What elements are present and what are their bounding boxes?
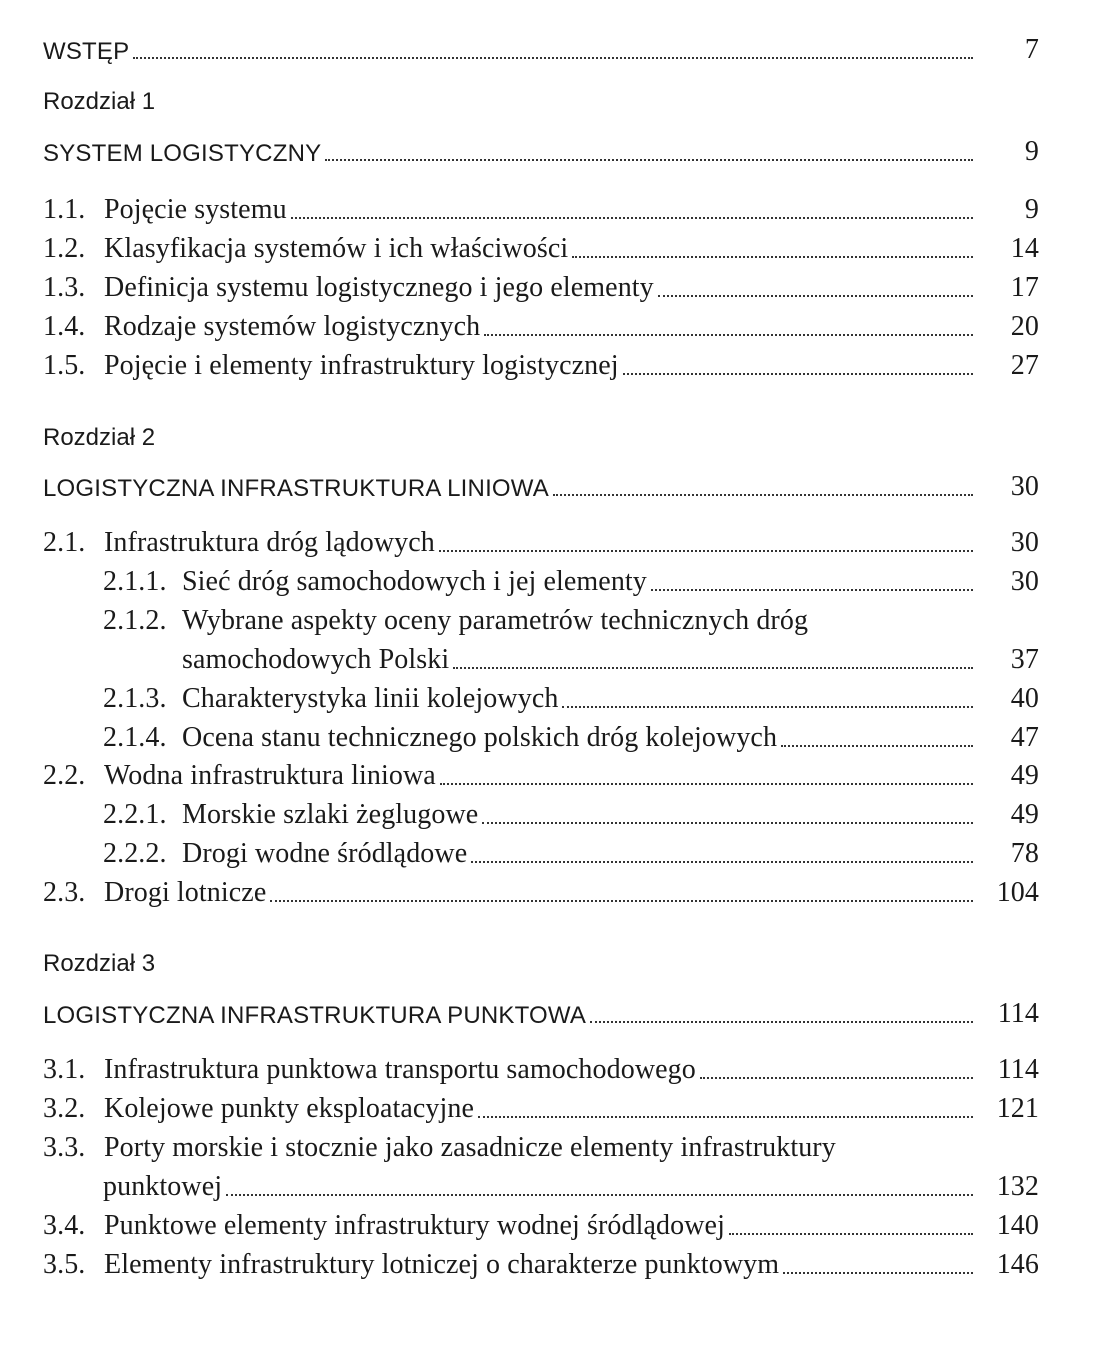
chapter-label: Rozdział 1: [43, 88, 156, 115]
leader-dots: [562, 706, 973, 708]
toc-entry-intro[interactable]: [43, 28, 1039, 66]
section-title: Ocena stanu technicznego polskich dróg kolejowych: [182, 722, 778, 753]
section-title: Klasyfikacja systemów i ich właściwości: [104, 233, 569, 264]
section-title: Charakterystyka linii kolejowych: [182, 683, 559, 714]
section-title: Sieć dróg samochodowych i jej elementy: [182, 566, 647, 597]
entry-page: 49: [1010, 760, 1039, 791]
leader-dots: [133, 57, 973, 59]
leader-dots: [226, 1194, 973, 1196]
chapter-label: Rozdział 3: [43, 950, 156, 977]
section-title: Elementy infrastruktury lotniczej o charakterze punktowym: [104, 1249, 780, 1280]
section-number: 2.2.: [43, 760, 86, 791]
leader-dots: [700, 1077, 973, 1079]
entry-page: 30: [1010, 471, 1039, 502]
section-number: 3.1.: [43, 1054, 86, 1085]
section-title: Definicja systemu logistycznego i jego elementy: [104, 272, 654, 303]
toc-entry-chapter-1[interactable]: [43, 130, 1039, 168]
section-number: 1.4.: [43, 311, 86, 342]
section-number: 1.5.: [43, 350, 86, 381]
leader-dots: [781, 745, 973, 747]
leader-dots: [325, 159, 973, 161]
toc-entry[interactable]: [43, 754, 1039, 792]
section-title: Infrastruktura punktowa transportu samochodowego: [104, 1054, 696, 1085]
entry-title: WSTĘP: [43, 38, 130, 65]
entry-page: 40: [1010, 683, 1039, 714]
entry-page: 14: [1010, 233, 1039, 264]
toc-entry[interactable]: [43, 188, 1039, 226]
leader-dots: [453, 667, 973, 669]
leader-dots: [440, 783, 973, 785]
entry-page: 49: [1010, 799, 1039, 830]
leader-dots: [484, 334, 973, 336]
section-title: Morskie szlaki żeglugowe: [182, 799, 479, 830]
toc-entry[interactable]: [103, 677, 1039, 715]
leader-dots: [623, 373, 973, 375]
leader-dots: [270, 900, 973, 902]
section-title: Wybrane aspekty oceny parametrów technicznych dróg: [182, 605, 809, 636]
leader-dots: [553, 494, 973, 496]
section-number: 3.2.: [43, 1093, 86, 1124]
entry-page: 104: [996, 877, 1039, 908]
entry-page: 47: [1010, 722, 1039, 753]
section-title: Infrastruktura dróg lądowych: [104, 527, 435, 558]
leader-dots: [439, 550, 973, 552]
toc-entry-chapter-2[interactable]: [43, 465, 1039, 503]
leader-dots: [291, 217, 973, 219]
leader-dots: [590, 1021, 973, 1023]
toc-entry[interactable]: [43, 305, 1039, 343]
entry-page: 7: [1024, 34, 1039, 65]
entry-page: 37: [1010, 644, 1039, 675]
toc-entry[interactable]: [43, 521, 1039, 559]
section-number: 2.1.1.: [103, 566, 167, 597]
toc-entry-chapter-3[interactable]: [43, 992, 1039, 1030]
section-title: Porty morskie i stocznie jako zasadnicze elementy infrastruktury: [104, 1132, 836, 1163]
leader-dots: [482, 822, 973, 824]
chapter-title: LOGISTYCZNA INFRASTRUKTURA PUNKTOWA: [43, 1002, 587, 1029]
section-number: 3.4.: [43, 1210, 86, 1241]
section-number: 2.2.1.: [103, 799, 167, 830]
section-number: 2.1.4.: [103, 722, 167, 753]
section-number: 1.1.: [43, 194, 86, 225]
leader-dots: [658, 295, 973, 297]
section-number: 1.3.: [43, 272, 86, 303]
entry-page: 17: [1010, 272, 1039, 303]
section-number: 2.2.2.: [103, 838, 167, 869]
toc-entry[interactable]: [43, 1204, 1039, 1242]
leader-dots: [729, 1233, 973, 1235]
toc-entry[interactable]: [43, 227, 1039, 265]
toc-entry-first-line[interactable]: [103, 599, 808, 637]
chapter-title: LOGISTYCZNA INFRASTRUKTURA LINIOWA: [43, 475, 549, 502]
leader-dots: [572, 256, 973, 258]
toc-entry-first-line[interactable]: [43, 1126, 836, 1164]
toc-entry[interactable]: [43, 266, 1039, 304]
entry-page: 9: [1024, 194, 1039, 225]
entry-page: 114: [997, 998, 1039, 1029]
leader-dots: [478, 1116, 973, 1118]
toc-entry[interactable]: [43, 871, 1039, 909]
section-title: Pojęcie i elementy infrastruktury logistycznej: [104, 350, 619, 381]
entry-page: 140: [996, 1210, 1039, 1241]
section-number: 3.5.: [43, 1249, 86, 1280]
chapter-label: Rozdział 2: [43, 424, 156, 451]
section-number: 3.3.: [43, 1132, 86, 1163]
entry-page: 78: [1010, 838, 1039, 869]
toc-entry[interactable]: [103, 793, 1039, 831]
section-title: Rodzaje systemów logistycznych: [104, 311, 481, 342]
section-title-continuation: punktowej: [103, 1171, 223, 1202]
toc-entry[interactable]: [43, 1243, 1039, 1281]
entry-page: 27: [1010, 350, 1039, 381]
toc-entry[interactable]: [103, 832, 1039, 870]
entry-page: 30: [1010, 527, 1039, 558]
entry-page: 132: [996, 1171, 1039, 1202]
toc-entry[interactable]: [103, 560, 1039, 598]
entry-page: 30: [1010, 566, 1039, 597]
toc-entry[interactable]: [103, 716, 1039, 754]
section-number: 2.1.2.: [103, 605, 167, 636]
leader-dots: [651, 589, 973, 591]
leader-dots: [783, 1272, 973, 1274]
section-title: Kolejowe punkty eksploatacyjne: [104, 1093, 475, 1124]
section-title: Drogi lotnicze: [104, 877, 267, 908]
entry-page: 121: [996, 1093, 1039, 1124]
leader-dots: [471, 861, 973, 863]
section-title: Drogi wodne śródlądowe: [182, 838, 468, 869]
entry-page: 146: [996, 1249, 1039, 1280]
section-title-continuation: samochodowych Polski: [182, 644, 450, 675]
toc-entry[interactable]: [43, 1048, 1039, 1086]
toc-entry-continuation[interactable]: [182, 638, 1039, 676]
section-title: Pojęcie systemu: [104, 194, 287, 225]
toc-entry[interactable]: [43, 1087, 1039, 1125]
entry-page: 20: [1010, 311, 1039, 342]
entry-page: 114: [997, 1054, 1039, 1085]
section-number: 2.1.3.: [103, 683, 167, 714]
toc-entry[interactable]: [43, 344, 1039, 382]
section-title: Wodna infrastruktura liniowa: [104, 760, 436, 791]
section-number: 2.3.: [43, 877, 86, 908]
section-title: Punktowe elementy infrastruktury wodnej śródlądowej: [104, 1210, 725, 1241]
toc-entry-continuation[interactable]: [103, 1165, 1039, 1203]
chapter-title: SYSTEM LOGISTYCZNY: [43, 140, 322, 167]
section-number: 2.1.: [43, 527, 86, 558]
section-number: 1.2.: [43, 233, 86, 264]
entry-page: 9: [1024, 136, 1039, 167]
